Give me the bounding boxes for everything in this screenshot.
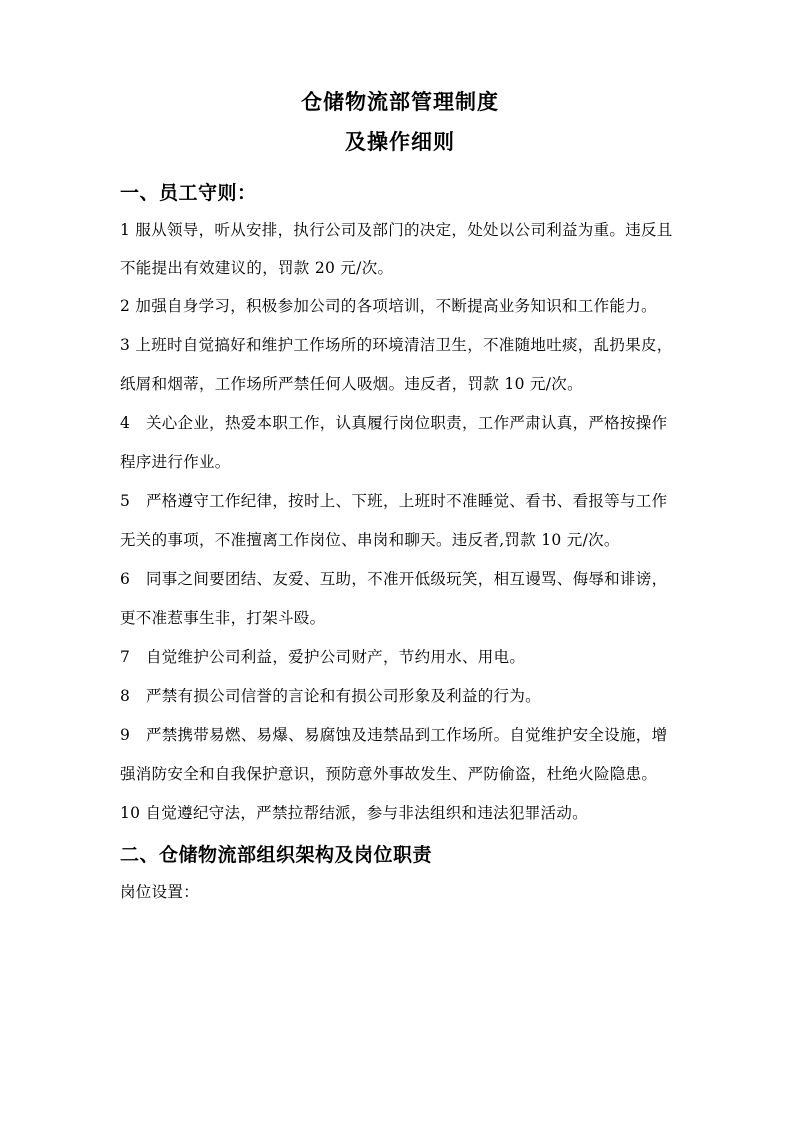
rule-6-line-1: 6 同事之间要团结、友爱、互助，不准开低级玩笑，相互谩骂、侮辱和诽谤， — [120, 570, 668, 588]
rule-10-line-1: 10 自觉遵纪守法，严禁拉帮结派，参与非法组织和违法犯罪活动。 — [120, 804, 588, 822]
rule-1-line-2: 不能提出有效建议的，罚款 20 元/次。 — [120, 259, 394, 277]
rule-5-line-1: 5 严格遵守工作纪律，按时上、下班，上班时不准睡觉、看书、看报等与工作 — [120, 492, 668, 510]
positions-label: 岗位设置： — [120, 883, 200, 901]
rule-2-line-1: 2 加强自身学习，积极参加公司的各项培训，不断提高业务知识和工作能力。 — [120, 297, 657, 315]
rule-1-line-1: 1 服从领导，听从安排，执行公司及部门的决定，处处以公司利益为重。违反且 — [120, 221, 673, 239]
rule-8-line-1: 8 严禁有损公司信誉的言论和有损公司形象及利益的行为。 — [120, 687, 541, 705]
rule-4-line-1: 4 关心企业，热爱本职工作，认真履行岗位职责，工作严肃认真，严格按操作 — [120, 414, 668, 432]
rule-3-line-1: 3 上班时自觉搞好和维护工作场所的环境清洁卫生，不准随地吐痰，乱扔果皮， — [120, 336, 673, 354]
rule-6-line-2: 更不准惹事生非，打架斗殴。 — [120, 609, 326, 627]
document-title-line-2: 及操作细则 — [345, 129, 455, 154]
section-heading-employee-rules: 一、员工守则： — [120, 182, 257, 204]
rule-9-line-2: 强消防安全和自我保护意识，预防意外事故发生、严防偷盗，杜绝火险隐患。 — [120, 765, 658, 783]
document-title-line-1: 仓储物流部管理制度 — [301, 89, 499, 114]
rule-5-line-2: 无关的事项，不准擅离工作岗位、串岗和聊天。违反者,罚款 10 元/次。 — [120, 531, 620, 549]
rule-9-line-1: 9 严禁携带易燃、易爆、易腐蚀及违禁品到工作场所。自觉维护安全设施，增 — [120, 726, 668, 744]
rule-7-line-1: 7 自觉维护公司利益，爱护公司财产，节约用水、用电。 — [120, 648, 526, 666]
rule-3-line-2: 纸屑和烟蒂，工作场所严禁任何人吸烟。违反者，罚款 10 元/次。 — [120, 375, 583, 393]
section-heading-org-structure: 二、仓储物流部组织架构及岗位职责 — [120, 844, 433, 866]
rule-4-line-2: 程序进行作业。 — [120, 453, 231, 471]
